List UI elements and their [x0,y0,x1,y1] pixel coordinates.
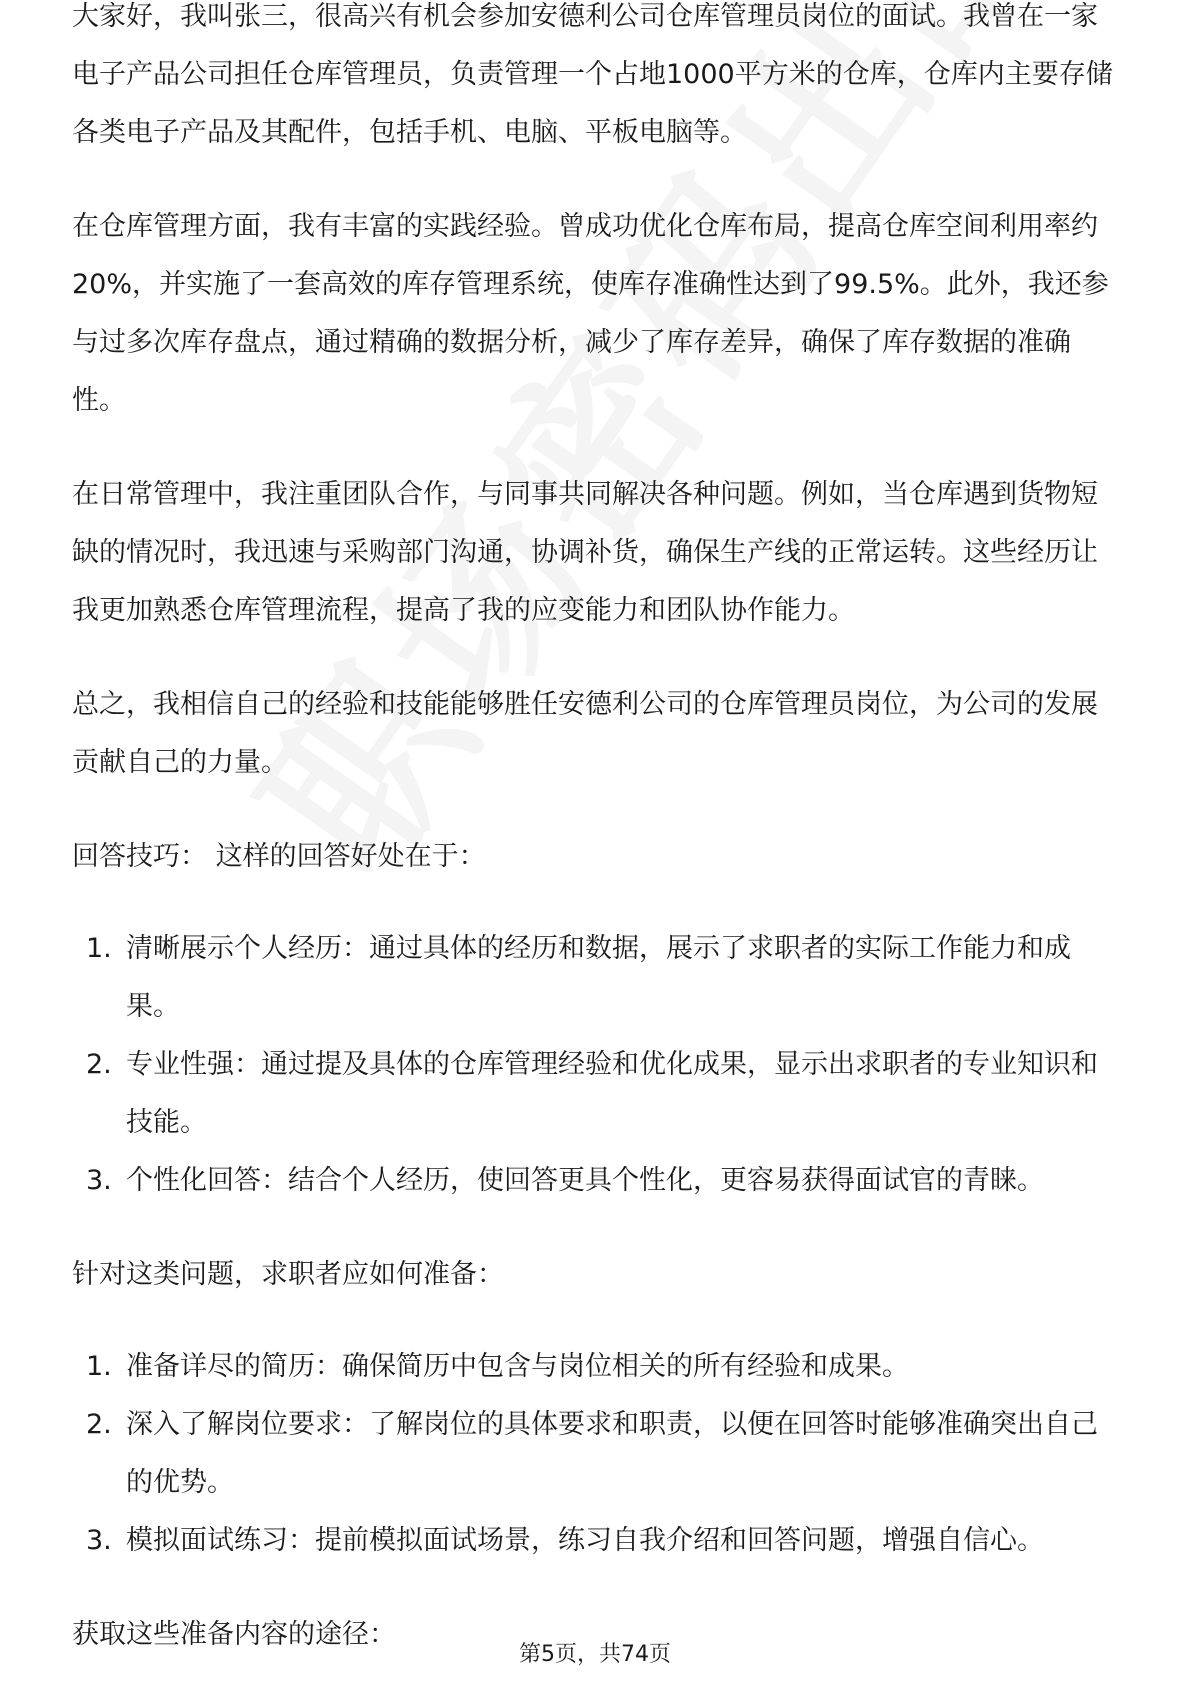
list-number: 1. [86,933,112,964]
list-text: 专业性强：通过提及具体的仓库管理经验和优化成果，显示出求职者的专业知识和技能。 [126,1049,1098,1138]
paragraph-experience: 在仓库管理方面，我有丰富的实践经验。曾成功优化仓库布局，提高仓库空间利用率约20%，并实施了一套高效的库存管理系统，使库存准确性达到了99.5%。此外，我还参与过多次库存盘点，通过精确的数据分析，减少了库存差异，确保了库存数据的准确性。 [72,211,1109,416]
list-number: 3. [86,1165,112,1196]
prep-heading: 针对这类问题，求职者应如何准备： [72,1259,504,1290]
list-item [72,1512,1122,1570]
list-text: 个性化回答：结合个人经历，使回答更具个性化，更容易获得面试官的青睐。 [126,1165,1044,1196]
list-item [72,920,1122,1036]
list-text: 深入了解岗位要求：了解岗位的具体要求和职责，以便在回答时能够准确突出自己的优势。 [126,1409,1098,1498]
list-item [72,1036,1122,1152]
list-number: 3. [86,1525,112,1556]
list-number: 1. [86,1351,112,1382]
list-text: 准备详尽的简历：确保简历中包含与岗位相关的所有经验和成果。 [126,1351,909,1382]
sources-heading: 获取这些准备内容的途径： [72,1619,396,1650]
page-number: 第5页，共74页 [519,1642,671,1667]
tips-heading: 回答技巧： 这样的回答好处在于： [72,841,486,872]
tips-list [72,920,1122,1210]
paragraph-conclusion: 总之，我相信自己的经验和技能能够胜任安德利公司的仓库管理员岗位，为公司的发展贡献自己的力量。 [72,689,1098,778]
list-item [72,1152,1122,1210]
list-text: 模拟面试练习：提前模拟面试场景，练习自我介绍和回答问题，增强自信心。 [126,1525,1044,1556]
list-text: 清晰展示个人经历：通过具体的经历和数据，展示了求职者的实际工作能力和成果。 [126,933,1071,1022]
list-item [72,1396,1122,1512]
paragraph-teamwork: 在日常管理中，我注重团队合作，与同事共同解决各种问题。例如，当仓库遇到货物短缺的情况时，我迅速与采购部门沟通，协调补货，确保生产线的正常运转。这些经历让我更加熟悉仓库管理流程，提高了我的应变能力和团队协作能力。 [72,479,1098,626]
paragraph-intro: 大家好，我叫张三，很高兴有机会参加安德利公司仓库管理员岗位的面试。我曾在一家电子产品公司担任仓库管理员，负责管理一个占地1000平方米的仓库，仓库内主要存储各类电子产品及其配件，包括手机、电脑、平板电脑等。 [72,1,1113,148]
list-number: 2. [86,1049,112,1080]
prep-list [72,1338,1122,1570]
list-item [72,1338,1122,1396]
document-body [72,0,1122,1664]
list-number: 2. [86,1409,112,1440]
